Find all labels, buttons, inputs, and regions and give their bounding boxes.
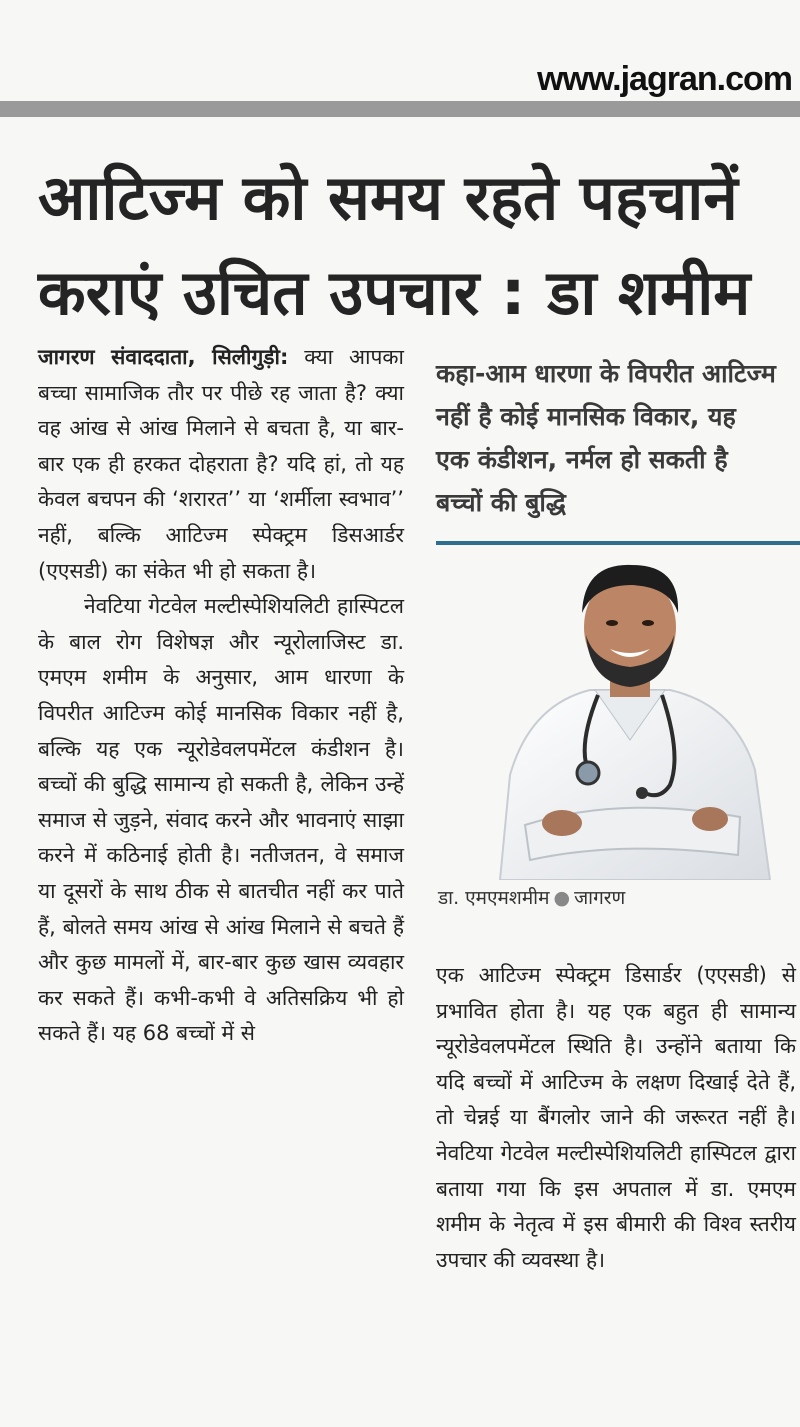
caption-name: डा. एमएमशमीम — [438, 887, 550, 909]
paragraph-text: क्या आपका बच्चा सामाजिक तौर पर पीछे रह जाता है? क्या वह आंख से आंख मिलाने से बचता है, या बार-बार एक ही हरकत दोहराता है? यदि हां, तो यह केवल बचपन की ‘शरारत’’ या ‘शर्मीला स्वभाव’’ नहीं, बल्कि आटिज्म स्पेक्ट्रम डिसआर्डर (एएसडी) का संकेत भी हो सकता है। — [38, 345, 404, 583]
header-rule — [0, 101, 800, 117]
bullet-dot-icon: ● — [553, 887, 571, 909]
doctor-photo — [470, 555, 790, 880]
caption-credit: जागरण — [574, 887, 626, 909]
headline-line-2: कराएं उचित उपचार : डा शमीम — [38, 256, 751, 329]
article-column-right — [436, 958, 796, 1278]
site-url[interactable]: www.jagran.com — [537, 60, 792, 98]
article-column-left — [38, 340, 404, 1052]
deck-subheading: कहा-आम धारणा के विपरीत आटिज्म नहीं है कोई मानसिक विकार, यह एक कंडीशन, नर्मल हो सकती है बच्चों की बुद्धि — [436, 359, 776, 517]
paragraph: एक आटिज्म स्पेक्ट्रम डिसार्डर (एएसडी) से प्रभावित होता है। यह एक बहुत ही सामान्य न्यूरोडेवलपमेंटल स्थिति है। उन्होंने बताया कि यदि बच्चों में आटिज्म के लक्षण दिखाई देते हैं, तो चेन्नई या बैंगलोर जाने की जरूरत नहीं है। नेवटिया गेटवेल मल्टीस्पेशियलिटी हास्पिटल द्वारा बताया गया कि इस अपताल में डा. एमएम शमीम के नेतृत्व में इस बीमारी की विश्व स्तरीय उपचार की व्यवस्था है। — [436, 963, 796, 1272]
paragraph — [38, 340, 404, 589]
byline: जागरण संवाददाता, सिलीगुड़ी: — [38, 345, 289, 369]
photo-caption — [438, 884, 625, 910]
paragraph: नेवटिया गेटवेल मल्टीस्पेशियलिटी हास्पिटल के बाल रोग विशेषज्ञ और न्यूरोलाजिस्ट डा. एमएम शमीम के अनुसार, आम धारणा के विपरीत आटिज्म कोई मानसिक विकार नहीं है, बल्कि यह एक न्यूरोडेवलपमेंटल कंडीशन है। बच्चों की बुद्धि सामान्य हो सकती है, लेकिन उन्हें समाज से जुड़ने, संवाद करने और भावनाएं साझा करने में कठिनाई होती है। नतीजतन, वे समाज या दूसरों के साथ ठीक से बातचीत नहीं कर पाते हैं, बोलते समय आंख से आंख मिलाने से बचते हैं और कुछ मामलों में, बार-बार कुछ खास व्यवहार कर सकते हैं। कभी-कभी वे अतिसक्रिय भी हो सकते हैं। यह 68 बच्चों में से — [38, 594, 404, 1046]
deck-divider — [436, 541, 800, 545]
headline — [38, 150, 798, 340]
headline-line-1: आटिज्म को समय रहते पहचानें — [38, 161, 738, 234]
